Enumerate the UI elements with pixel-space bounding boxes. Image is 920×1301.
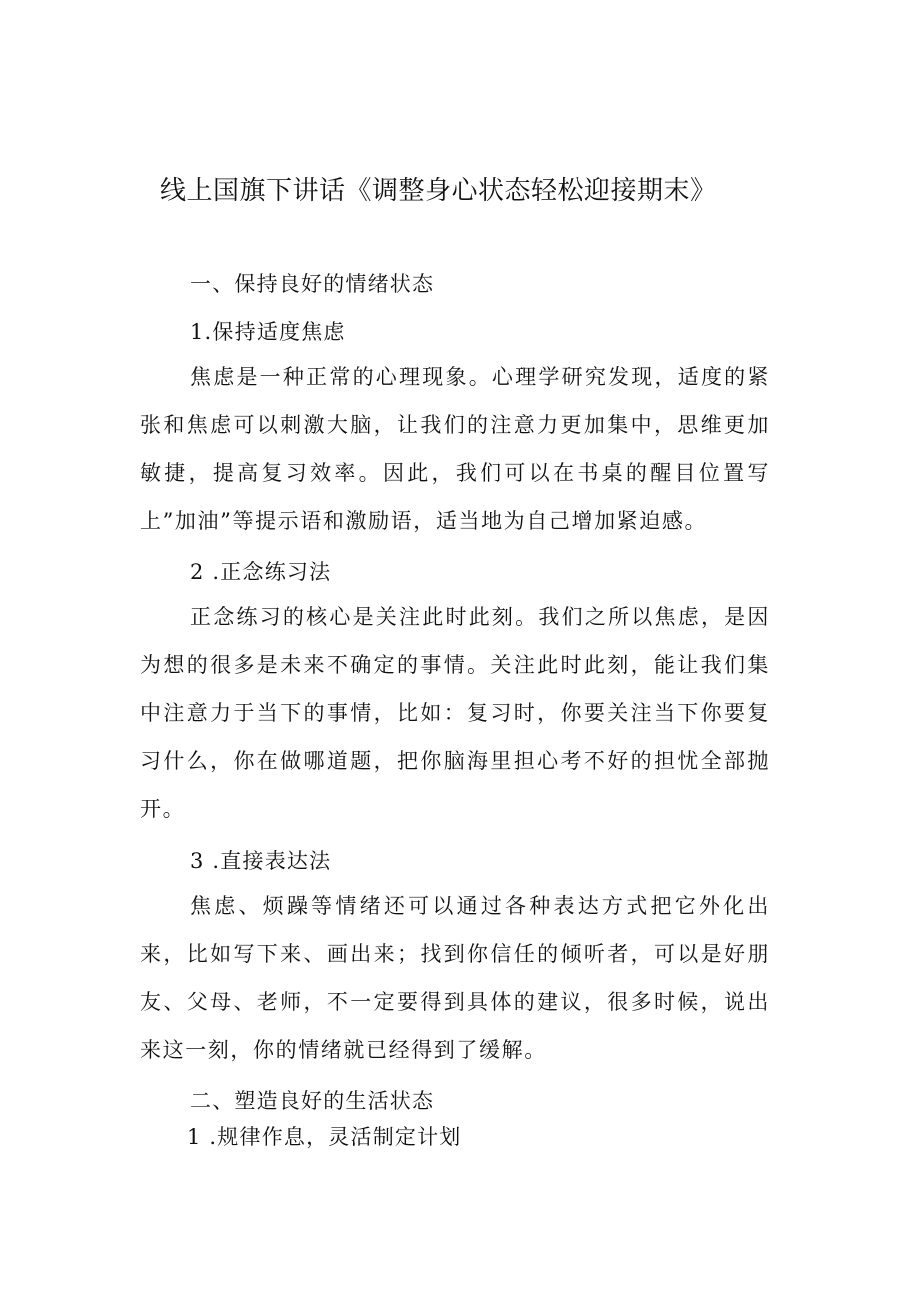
paragraph-expression: 焦虑、烦躁等情绪还可以通过各种表达方式把它外化出来，比如写下来、画出来；找到你信任的倾听者，可以是好朋友、父母、老师，不一定要得到具体的建议，很多时候，说出来这一刻，你的情绪就已经得到了缓解。 (140, 894, 770, 1062)
subsection-heading-1-1: 1.保持适度焦虑 (190, 320, 346, 344)
section-heading-1: 一、保持良好的情绪状态 (190, 272, 435, 296)
paragraph-anxiety: 焦虑是一种正常的心理现象。心理学研究发现，适度的紧张和焦虑可以刺激大脑，让我们的注意力更加集中，思维更加敏捷，提高复习效率。因此，我们可以在书桌的醒目位置写上”加油”等提示语和激励语，适当地为自己增加紧迫感。 (140, 365, 770, 533)
subsection-heading-2-1: 1 .规律作息，灵活制定计划 (187, 1125, 462, 1149)
paragraph-mindfulness: 正念练习的核心是关注此时此刻。我们之所以焦虑，是因为想的很多是未来不确定的事情。关注此时此刻，能让我们集中注意力于当下的事情，比如：复习时，你要关注当下你要复习什么，你在做哪道题，把你脑海里担心考不好的担忧全部抛开。 (140, 605, 770, 821)
subsection-heading-1-3: 3 .直接表达法 (190, 849, 332, 873)
subsection-heading-1-2: 2 .正念练习法 (190, 560, 332, 584)
section-heading-2: 二、塑造良好的生活状态 (190, 1089, 435, 1113)
document-title: 线上国旗下讲话《调整身心状态轻松迎接期末》 (160, 176, 717, 206)
